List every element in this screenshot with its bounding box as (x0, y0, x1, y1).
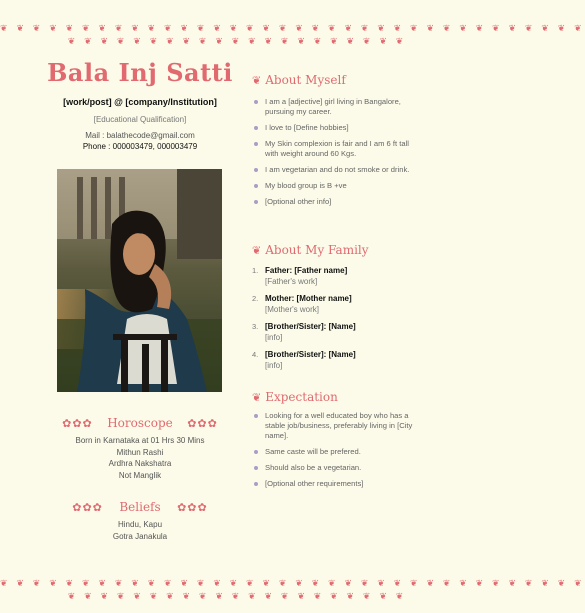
family-member-label: Father: [Father name] (265, 266, 348, 275)
profile-name: Bala Inj Satti (47, 58, 233, 87)
horoscope-details (40, 435, 240, 481)
bullet-icon (254, 414, 258, 418)
bottom-flower-border: ❦ ❦ ❦ ❦ ❦ ❦ ❦ ❦ ❦ ❦ ❦ ❦ ❦ ❦ ❦ ❦ ❦ ❦ ❦ ❦ ❦ ❦ ❦ ❦ ❦ ❦ ❦ ❦ ❦ ❦ ❦ ❦ ❦ ❦ ❦ ❦ (0, 579, 585, 589)
bullet-icon (254, 142, 258, 146)
family-member-info: [info] (265, 333, 283, 342)
beliefs-heading (40, 498, 240, 516)
beliefs-line: Hindu, Kapu (117, 520, 163, 529)
list-item (252, 479, 422, 489)
list-number: 3. (252, 322, 259, 331)
bullet-icon (254, 184, 258, 188)
about-family-list (252, 265, 422, 377)
expectation-list (252, 411, 422, 495)
bullet-icon (254, 482, 258, 486)
list-item-text: Same caste will be prefered. (265, 447, 361, 456)
bullet-icon (254, 200, 258, 204)
list-item-text: I am a [adjective] girl living in Bangalore, pursuing my career. (265, 97, 401, 116)
top-flower-border-second: ❦ ❦ ❦ ❦ ❦ ❦ ❦ ❦ ❦ ❦ ❦ ❦ ❦ ❦ ❦ ❦ ❦ ❦ ❦ ❦ ❦ (67, 37, 407, 47)
list-item (252, 97, 422, 117)
horoscope-line: Born in Karnataka at 01 Hrs 30 Mins (75, 436, 205, 445)
beliefs-details (40, 519, 240, 542)
about-family-heading (252, 243, 369, 257)
about-myself-title: About Myself (265, 73, 346, 87)
list-item (252, 447, 422, 457)
list-item (252, 349, 422, 371)
list-item (252, 181, 422, 191)
bullet-icon (254, 450, 258, 454)
bullet-icon (254, 100, 258, 104)
about-family-title: About My Family (265, 243, 369, 257)
family-member-info: [info] (265, 361, 283, 370)
flower-heading-icon: ❦ (252, 244, 262, 257)
horoscope-title: Horoscope (107, 416, 173, 430)
expectation-title: Expectation (265, 390, 338, 404)
top-flower-border: ❦ ❦ ❦ ❦ ❦ ❦ ❦ ❦ ❦ ❦ ❦ ❦ ❦ ❦ ❦ ❦ ❦ ❦ ❦ ❦ ❦ ❦ ❦ ❦ ❦ ❦ ❦ ❦ ❦ ❦ ❦ ❦ ❦ ❦ ❦ ❦ (0, 24, 585, 34)
flower-heading-icon: ❦ (252, 391, 262, 404)
family-member-info: [Mother's work] (265, 305, 319, 314)
list-item-text: I love to [Define hobbies] (265, 123, 349, 132)
beliefs-title: Beliefs (119, 500, 161, 514)
family-member-info: [Father's work] (265, 277, 318, 286)
bullet-icon (254, 126, 258, 130)
flower-icon-group-left: ✿✿✿ (72, 501, 103, 514)
flower-icon-group-left: ✿✿✿ (62, 417, 93, 430)
flower-icon-group-right: ✿✿✿ (177, 501, 208, 514)
work-line: [work/post] @ [company/Institution] (63, 97, 217, 107)
list-item (252, 293, 422, 315)
horoscope-line: Ardhra Nakshatra (108, 459, 172, 468)
list-item (252, 165, 422, 175)
phone-line: Phone : 000003479, 000003479 (82, 142, 198, 151)
list-item (252, 123, 422, 133)
portrait-illustration (57, 169, 222, 392)
list-item-text: [Optional other info] (265, 197, 332, 206)
bullet-icon (254, 168, 258, 172)
education-line: [Educational Qualification] (93, 115, 187, 124)
beliefs-line: Gotra Janakula (112, 531, 168, 541)
list-item (252, 463, 422, 473)
list-item-text: My Skin complexion is fair and I am 6 ft tall with weight around 60 Kgs. (265, 139, 409, 158)
family-member-label: Mother: [Mother name] (265, 294, 352, 303)
list-number: 1. (252, 266, 259, 275)
list-item-text: [Optional other requirements] (265, 479, 364, 488)
list-item (252, 197, 422, 207)
list-number: 4. (252, 350, 259, 359)
flower-heading-icon: ❦ (252, 74, 262, 87)
bottom-flower-border-second: ❦ ❦ ❦ ❦ ❦ ❦ ❦ ❦ ❦ ❦ ❦ ❦ ❦ ❦ ❦ ❦ ❦ ❦ ❦ ❦ ❦ (67, 592, 407, 602)
list-item (252, 411, 422, 441)
list-item (252, 265, 422, 287)
about-myself-list (252, 97, 422, 213)
list-item-text: Looking for a well educated boy who has a stable job/business, preferably living in [City name]. (265, 411, 413, 440)
list-item-text: I am vegetarian and do not smoke or drink. (265, 165, 410, 174)
list-item (252, 321, 422, 343)
horoscope-line: Mithun Rashi (116, 447, 164, 457)
horoscope-heading (40, 414, 240, 432)
horoscope-line: Not Manglik (118, 470, 162, 480)
list-number: 2. (252, 294, 259, 303)
list-item (252, 139, 422, 159)
list-item-text: Should also be a vegetarian. (265, 463, 362, 472)
family-member-label: [Brother/Sister]: [Name] (265, 322, 356, 331)
list-item-text: My blood group is B +ve (265, 181, 347, 190)
mail-line: Mail : balathecode@gmail.com (85, 131, 195, 140)
expectation-heading (252, 390, 338, 404)
flower-icon-group-right: ✿✿✿ (187, 417, 218, 430)
profile-photo (57, 169, 222, 392)
bullet-icon (254, 466, 258, 470)
about-myself-heading (252, 73, 346, 87)
family-member-label: [Brother/Sister]: [Name] (265, 350, 356, 359)
